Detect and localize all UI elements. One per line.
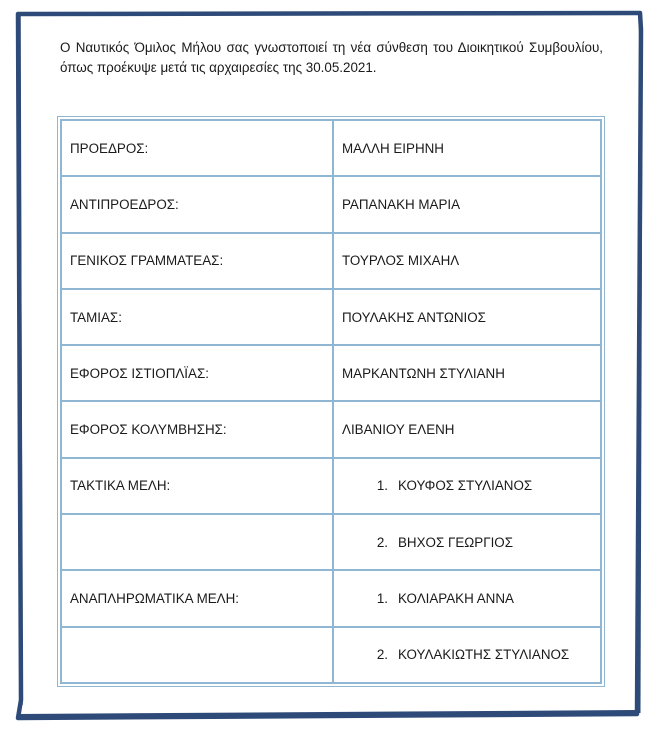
role-label: ΠΡΟΕΔΡΟΣ: bbox=[70, 140, 149, 156]
table-row bbox=[61, 233, 601, 289]
member-name: ΜΑΡΚΑΝΤΩΝΗ ΣΤΥΛΙΑΝΗ bbox=[342, 365, 505, 381]
member-name: ΛΙΒΑΝΙΟΥ ΕΛΕΝΗ bbox=[342, 422, 455, 438]
name-cell bbox=[333, 120, 601, 176]
role-label: ΤΑΜΙΑΣ: bbox=[70, 309, 122, 325]
member-name: ΡΑΠΑΝΑΚΗ ΜΑΡΙΑ bbox=[342, 196, 461, 212]
role-label: ΤΑΚΤΙΚΑ ΜΕΛΗ: bbox=[70, 478, 171, 494]
role-cell bbox=[61, 570, 333, 626]
table-row bbox=[61, 401, 601, 457]
member-name: ΜΑΛΛΗ ΕΙΡΗΝΗ bbox=[342, 140, 444, 156]
role-cell bbox=[61, 458, 333, 514]
role-cell bbox=[61, 120, 333, 176]
list-number: 2. bbox=[376, 534, 388, 550]
member-name: ΤΟΥΡΛΟΣ ΜΙΧΑΗΛ bbox=[342, 253, 460, 269]
role-cell bbox=[61, 289, 333, 345]
intro-paragraph: Ο Ναυτικός Όμιλος Μήλου σας γνωστοποιεί τη νέα σύνθεση του Διοικητικού Συμβουλίου, όπως προέκυψε μετά τις αρχαιρεσίες της 30.05.2021. bbox=[60, 40, 603, 75]
role-cell bbox=[61, 176, 333, 232]
table-row bbox=[61, 570, 601, 626]
name-cell bbox=[333, 458, 601, 514]
role-label: ΕΦΟΡΟΣ ΚΟΛΥΜΒΗΣΗΣ: bbox=[70, 422, 227, 438]
role-cell bbox=[61, 514, 333, 570]
table-row bbox=[61, 345, 601, 401]
role-cell bbox=[61, 401, 333, 457]
role-label: ΕΦΟΡΟΣ ΙΣΤΙΟΠΛΪΑΣ: bbox=[70, 365, 209, 381]
name-cell bbox=[333, 627, 601, 683]
table-row bbox=[61, 627, 601, 683]
member-name: ΚΟΛΙΑΡΑΚΗ ΑΝΝΑ bbox=[398, 591, 514, 607]
role-cell bbox=[61, 345, 333, 401]
role-label: ΑΝΑΠΛΗΡΩΜΑΤΙΚΑ ΜΕΛΗ: bbox=[70, 591, 240, 607]
table-row bbox=[61, 458, 601, 514]
role-label: ΓΕΝΙΚΟΣ ΓΡΑΜΜΑΤΕΑΣ: bbox=[70, 253, 224, 269]
table-row bbox=[61, 120, 601, 176]
name-cell bbox=[333, 233, 601, 289]
name-cell bbox=[333, 176, 601, 232]
name-cell bbox=[333, 514, 601, 570]
list-number: 2. bbox=[376, 647, 388, 663]
board-members-table bbox=[60, 119, 602, 684]
member-name: ΒΗΧΟΣ ΓΕΩΡΓΙΟΣ bbox=[398, 534, 513, 550]
member-name: ΚΟΥΛΑΚΙΩΤΗΣ ΣΤΥΛΙΑΝΟΣ bbox=[398, 647, 570, 663]
table-row bbox=[61, 176, 601, 232]
list-number: 1. bbox=[376, 591, 388, 607]
table-row bbox=[61, 289, 601, 345]
member-name: ΚΟΥΦΟΣ ΣΤΥΛΙΑΝΟΣ bbox=[398, 478, 533, 494]
name-cell bbox=[333, 345, 601, 401]
role-label: ΑΝΤΙΠΡΟΕΔΡΟΣ: bbox=[70, 196, 179, 212]
name-cell bbox=[333, 289, 601, 345]
member-name: ΠΟΥΛΑΚΗΣ ΑΝΤΩΝΙΟΣ bbox=[342, 309, 486, 325]
list-number: 1. bbox=[376, 478, 388, 494]
name-cell bbox=[333, 401, 601, 457]
role-cell bbox=[61, 233, 333, 289]
table-row bbox=[61, 514, 601, 570]
role-cell bbox=[61, 627, 333, 683]
name-cell bbox=[333, 570, 601, 626]
